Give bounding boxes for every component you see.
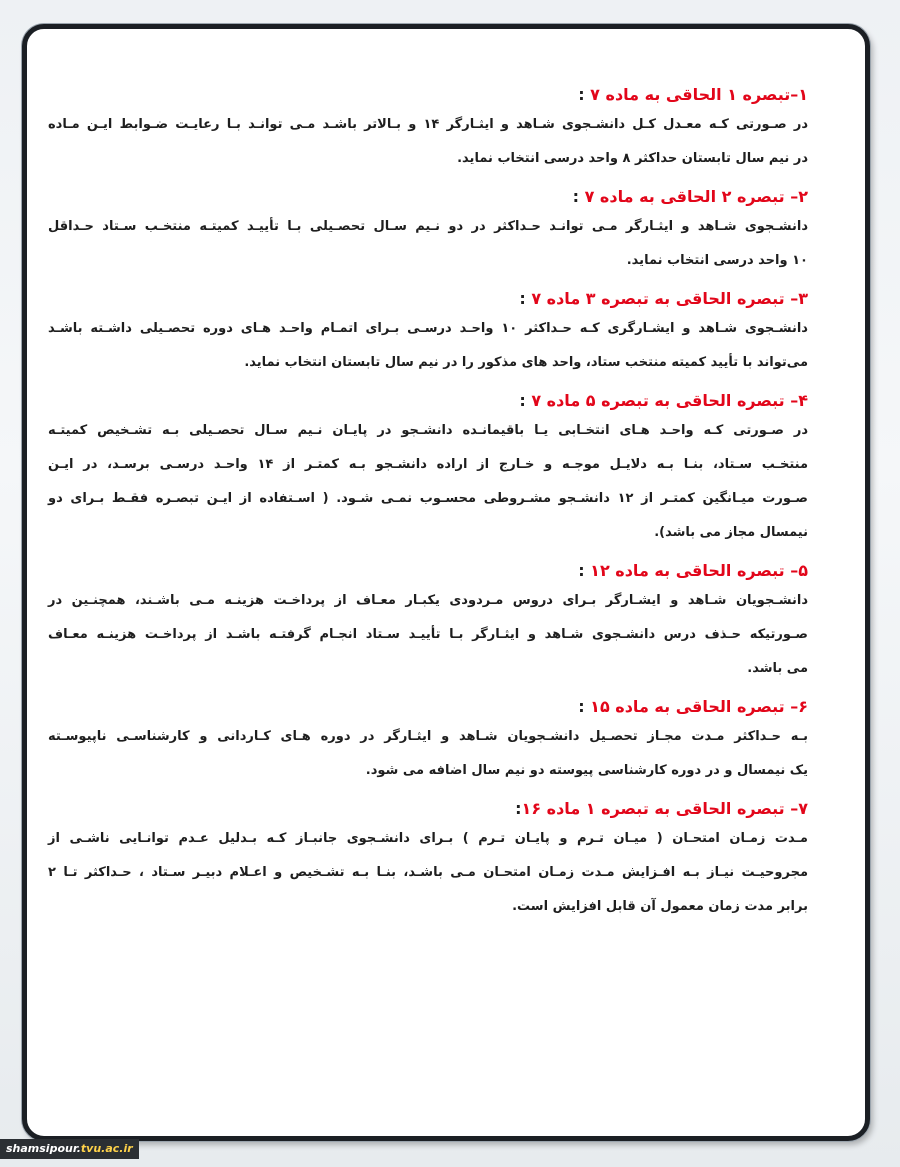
section-paragraph [48, 210, 808, 278]
paragraph-line: در نیم سال تابستان حداکثر ۸ واحد درسی انتخاب نماید. [457, 151, 808, 166]
paragraph-line: می باشد. [747, 661, 808, 676]
paragraph-line: می‌تواند با تأیید کمیته منتخب ستاد، واحد های مذکور را در نیم سال تابستان انتخاب نماید. [244, 355, 808, 370]
section-heading [48, 186, 808, 208]
section-7 [48, 798, 808, 924]
section-heading [48, 288, 808, 310]
section-heading-colon: : [519, 391, 532, 410]
paragraph-line: دانشـجوی شـاهد و ایثـارگر مـی توانـد حـداکثر در دو نـیم سـال تحصـیلی بـا تأییـد کمیتـه منتخـب سـتاد حـداقل [48, 219, 808, 234]
paragraph-line: در صـورتی کـه معـدل کـل دانشـجوی شـاهد و ایثـارگر ۱۴ و بـالاتر باشـد مـی توانـد بـا رعایـت ضـوابط ایـن مـاده [48, 117, 808, 132]
section-heading-colon: : [578, 697, 591, 716]
section-heading-text: ۲– تبصره ۲ الحاقی به ماده ۷ [584, 187, 808, 206]
section-2 [48, 186, 808, 278]
section-heading-colon: : [519, 289, 532, 308]
section-5 [48, 560, 808, 686]
section-paragraph [48, 720, 808, 788]
section-6 [48, 696, 808, 788]
paragraph-line: برابر مدت زمان معمول آن قابل افزایش است. [512, 899, 808, 914]
section-heading-text: ۵– تبصره الحاقی به ماده ۱۲ [590, 561, 808, 580]
section-heading-text: ۳– تبصره الحاقی به تبصره ۳ ماده ۷ [531, 289, 808, 308]
section-heading [48, 390, 808, 412]
paragraph-line: مـدت زمـان امتحـان ( میـان تـرم و پایـان تـرم ) بـرای دانشـجوی جانبـاز کـه بـدلیل عـدم توانـایی ناشـی از [48, 831, 808, 846]
section-heading-colon: : [572, 187, 585, 206]
footer-domain-prefix: shamsipour. [6, 1142, 81, 1155]
section-paragraph [48, 822, 808, 924]
paragraph-line: صـورتیکه حـذف درس دانشـجوی شـاهد و ایثـارگر بـا تأییـد سـتاد انجـام گرفتـه باشـد از پرداخـت هزینـه معـاف [48, 627, 808, 642]
section-heading [48, 84, 808, 106]
section-heading [48, 696, 808, 718]
section-heading [48, 560, 808, 582]
footer-domain-accent: tvu.ac.ir [80, 1142, 133, 1155]
section-heading-text: ۶– تبصره الحاقی به ماده ۱۵ [590, 697, 808, 716]
section-4 [48, 390, 808, 550]
section-paragraph [48, 312, 808, 380]
paragraph-line: مجروحیـت نیـاز بـه افـزایش مـدت زمـان امتحـان مـی باشـد، بنـا بـه تشـخیص و اعـلام دبیـر سـتاد ، حـداکثر تـا ۲ [48, 865, 808, 880]
section-paragraph [48, 584, 808, 686]
section-3 [48, 288, 808, 380]
paragraph-line: منتخـب سـتاد، بنـا بـه دلایـل موجـه و خـارج از اراده دانشـجو بـه کمتـر از ۱۴ واحـد درسـی برسـد، در ایـن [48, 457, 808, 472]
paragraph-line: نیمسال مجاز می باشد). [654, 525, 808, 540]
paragraph-line: در صـورتی کـه واحـد هـای انتخـابی یـا باقیمانـده دانشـجو در پایـان نـیم سـال تحصـیلی بـه تشـخیص کمیتـه [48, 423, 808, 438]
paragraph-line: ۱۰ واحد درسی انتخاب نماید. [626, 253, 808, 268]
section-heading-colon: : [515, 799, 522, 818]
section-heading-colon: : [578, 561, 591, 580]
section-heading-text: ۱–تبصره ۱ الحاقی به ماده ۷ [590, 85, 808, 104]
paragraph-line: دانشـجوی شـاهد و ایشـارگری کـه حـداکثر ۱۰ واحـد درسـی بـرای اتمـام واحـد هـای دوره تحصـیلی داشـته باشـد [48, 321, 808, 336]
website-footer-badge[interactable] [0, 1139, 139, 1159]
section-heading-colon: : [578, 85, 591, 104]
paragraph-line: صـورت میـانگین کمتـر از ۱۲ دانشـجو مشـروطی محسـوب نمـی شـود. ( اسـتفاده از ایـن تبصـره فقـط بـرای دو [48, 491, 808, 506]
paragraph-line: یک نیمسال و در دوره کارشناسی پیوسته دو نیم سال اضافه می شود. [365, 763, 808, 778]
section-paragraph [48, 108, 808, 176]
paragraph-line: دانشـجویان شـاهد و ایشـارگر بـرای دروس مـردودی یکبـار معـاف از پرداخـت هزینـه مـی باشـند، همچنـین در [48, 593, 808, 608]
section-heading [48, 798, 808, 820]
section-paragraph [48, 414, 808, 550]
section-heading-text: ۷– تبصره الحاقی به تبصره ۱ ماده ۱۶ [521, 799, 808, 818]
section-1 [48, 84, 808, 176]
paragraph-line: بـه حـداکثر مـدت مجـاز تحصـیل دانشـجویان شـاهد و ایثـارگر در دوره هـای کـاردانی و کارشناسـی ناپیوسـته [48, 729, 808, 744]
section-heading-text: ۴– تبصره الحاقی به تبصره ۵ ماده ۷ [531, 391, 808, 410]
document-content [48, 78, 808, 934]
